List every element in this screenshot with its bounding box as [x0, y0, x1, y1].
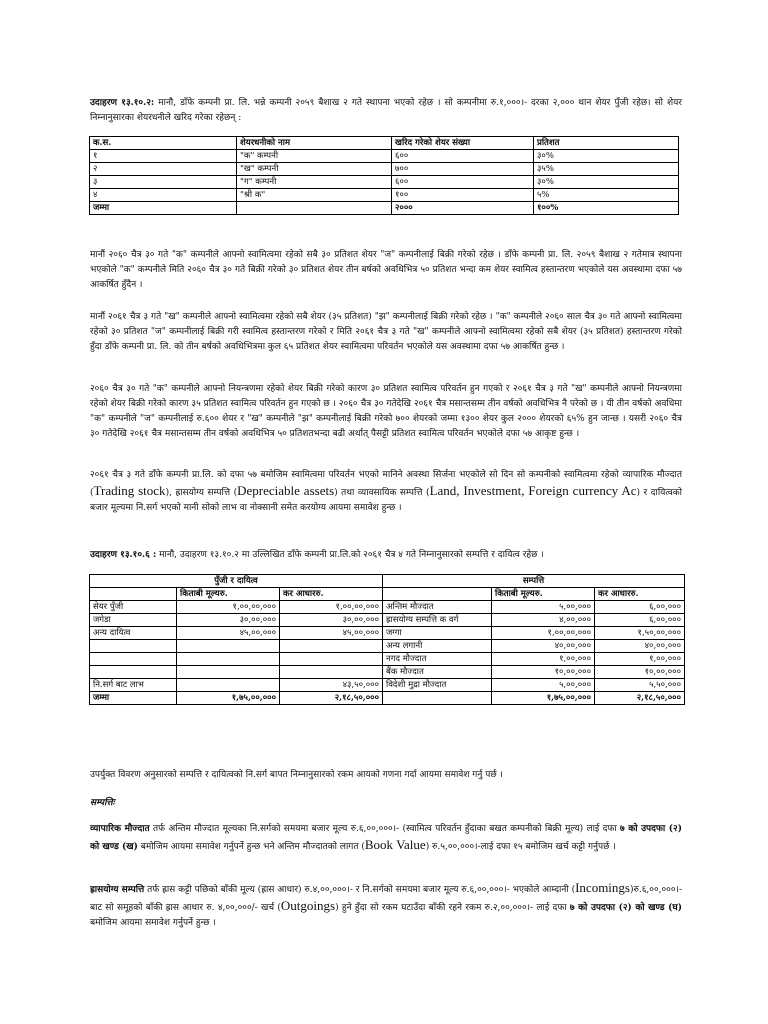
cell-total-asset-tax: २,१८,५०,००० — [595, 692, 685, 705]
cell-asset-book: १,००,००० — [492, 653, 595, 666]
table-row — [90, 679, 685, 692]
cell-asset-book: ५,००,००० — [492, 601, 595, 614]
table-row — [90, 653, 685, 666]
para4-land-investment: Land, Investment, Foreign currency Ac — [429, 483, 637, 498]
para4-depreciable-assets: Depreciable assets — [237, 483, 335, 498]
table-row — [90, 189, 679, 202]
cell-liability-tax — [280, 640, 383, 653]
cell-percent: ५% — [534, 189, 679, 202]
cell-sn: २ — [90, 163, 237, 176]
cell-total-liability-book: १,७५,००,००० — [177, 692, 280, 705]
cell-liability-tax — [280, 653, 383, 666]
table-total-row — [90, 202, 679, 215]
col-header-tax-base-right: कर आधाररु. — [595, 588, 685, 601]
para4-text-g: ) र दायित्वको बजार मूल्यमा नि.सर्ग भएको मानी सोको लाभ वा नोक्सानी समेत करयोग्य आयमा समावेश हुन्छ । — [90, 488, 683, 513]
col-header-name: शेयरधनीको नाम — [237, 137, 392, 150]
table-row — [90, 627, 685, 640]
table-subheader-row — [90, 588, 685, 601]
table-row — [90, 666, 685, 679]
table-row — [90, 163, 679, 176]
cell-liability-book — [177, 666, 280, 679]
para6-text-b: तर्फ अन्तिम मौज्दात मूल्यका नि.सर्गको समयमा बजार मूल्य रु.६,००,०००।- (स्वामित्व परिवर्तन हुँदाका बखत कम्पनीको बिक्री मूल्य) लाई दफा — [149, 824, 621, 834]
cell-shares: ७०० — [392, 163, 534, 176]
para6-section-ref: ७ को उपदफा (२) को खण्ड (ख) — [90, 824, 682, 852]
cell-asset-book: १,००,००,००० — [492, 627, 595, 640]
cell-asset-item: जग्गा — [383, 627, 492, 640]
table-total-row — [90, 692, 685, 705]
cell-total-label: जम्मा — [90, 692, 177, 705]
cell-liability-item: नि.सर्ग बाट लाभ — [90, 679, 177, 692]
para4-trading-stock: Trading stock — [93, 483, 166, 498]
col-header-book-value-left: किताबी मूल्यरु. — [177, 588, 280, 601]
cell-asset-item: ह्रासयोग्य सम्पत्ति क वर्ग — [383, 614, 492, 627]
paragraph-4 — [90, 468, 682, 516]
cell-liability-item — [90, 653, 177, 666]
paragraph-2: मानौं २०६१ चैत्र ३ गते "ख" कम्पनीले आफ्नो स्वामित्वमा रहेको सबै शेयर (३५ प्रतिशत) "झ" कम्पनीलाई बिक्री गरेको रहेछ । "क" कम्पनीले २०६० साल चैत्र ३० गते आफ्नो स्वामित्वमा रहेको ३० प्रतिशत "ज" कम्पनीलाई बिक्री गरी स्वामित्व हस्तान्तरण गरेको र मिति २०६१ चैत्र ३ गते "ख" कम्पनीले आफ्नो स्वामित्वमा रहेको सबै शेयर (३५ प्रतिशत) हस्तान्तरण गरेको हुँदा डाँफे कम्पनी प्रा. लि. को तीन बर्षको अवधिभित्रमा कुल ६५ प्रतिशत शेयर स्वामित्वमा परिवर्तन भएकोले यस अवस्थामा दफा ५७ आकर्षित हुन्छ । — [90, 312, 682, 352]
example-1-text: मानौ, डाँफे कम्पनी प्रा. लि. भन्ने कम्पनी २०५९ बैशाख २ गते स्थापना भएको रहेछ । सो कम्पनीमा रु.१,०००।- दरका २,००० थान शेयर पुँजी रहेछ। सो शेयर निम्नानुसारका शेयरधनीले खरिद गरेका रहेछन् : — [90, 98, 682, 123]
cell-liability-book — [177, 653, 280, 666]
example-1-label: उदाहरण १३.१०.२: — [90, 98, 155, 108]
para7-text-d: )रु.६,००,०००।-बाट सो समूहको बाँकी ह्रास आधार रु. ४,००,०००/- खर्च ( — [90, 885, 682, 913]
para6-book-value: Book Value — [364, 837, 426, 852]
cell-liability-item: अन्य दायित्व — [90, 627, 177, 640]
paragraph-3: २०६० चैत्र ३० गते "क" कम्पनीले आफ्नो नियन्त्रणमा रहेको शेयर बिक्री गरेको कारण ३० प्रतिशत स्वामित्व परिवर्तन हुन गएको र २०६१ चैत्र ३ गते "ख" कम्पनीले आफ्नो नियन्त्रणमा रहेको शेयर बिक्री गरेको कारण ३५ प्रतिशत स्वामित्व परिवर्तन हुन गएको छ । २०६० चैत्र ३० गतेदेखि २०६१ चैत्र मसान्तसम्म तीन वर्षको अवधिभित्र नै परेको छ । यी तीन वर्षको अवधिमा "क" कम्पनीले "ज" कम्पनीलाई रु.६०० शेयर र "ख" कम्पनीले "झ" कम्पनीलाई बिक्री गरेको ७०० शेयरको जम्मा १३०० शेयर कुल २००० शेयरको ६५% हुन जान्छ । यसरी २०६० चैत्र ३० गतेदेखि २०६१ चैत्र मसान्तसम्म तीन वर्षको अवधिभित्र ५० प्रतिशतभन्दा बढी अर्थात् पैसट्टी प्रतिशत स्वामित्व परिवर्तन भएकोले दफा ५७ आकृष्ट हुन्छ । — [90, 384, 682, 439]
para7-outgoings: Outgoings — [280, 898, 336, 913]
cell-asset-tax: १,००,००० — [595, 653, 685, 666]
cell-liability-tax: ४३,५०,००० — [280, 679, 383, 692]
para4-text-a: २०६१ चैत्र ३ गते डाँफे कम्पनी प्रा.लि. को दफा ५७ बमोजिम स्वामित्वमा परिवर्तन भएको मानिने अवस्था सिर्जना भएकोले सो दिन सो कम्पनीको स्वामित्वमा रहेको व्यापारिक मौज्दात ( — [90, 470, 682, 498]
cell-total-asset-book: १,७५,००,००० — [492, 692, 595, 705]
cell-asset-book: ४,००,००० — [492, 614, 595, 627]
cell-asset-book: १०,००,००० — [492, 666, 595, 679]
para7-depreciable-label: ह्रासयोग्य सम्पत्ति — [90, 885, 145, 895]
cell-asset-tax: ६,००,००० — [595, 614, 685, 627]
paragraph-7 — [90, 880, 682, 931]
cell-asset-item: अन्य लगानी — [383, 640, 492, 653]
assets-heading: सम्पत्तिः — [90, 798, 115, 808]
cell-asset-tax: ५,५०,००० — [595, 679, 685, 692]
subheader-blank-right — [383, 588, 492, 601]
para7-section-ref: ७ को उपदफा (२) को खण्ड (घ) — [569, 903, 683, 913]
cell-asset-item: विदेशी मुद्रा मौज्दात — [383, 679, 492, 692]
shareholder-table — [89, 136, 679, 215]
cell-percent: ३०% — [534, 150, 679, 163]
table-group-header-row — [90, 575, 685, 588]
cell-asset-item: नगद मौज्दात — [383, 653, 492, 666]
cell-sn: ४ — [90, 189, 237, 202]
cell-liability-item — [90, 640, 177, 653]
cell-name: "श्री क" — [237, 189, 392, 202]
cell-liability-tax: ४५,००,००० — [280, 627, 383, 640]
cell-asset-item: अन्तिम मौज्दात — [383, 601, 492, 614]
cell-asset-tax: ४०,००,००० — [595, 640, 685, 653]
example-2-intro — [90, 548, 682, 563]
para7-incomings: Incomings — [575, 880, 630, 895]
col-header-tax-base-left: कर आधाररु. — [280, 588, 383, 601]
col-header-shares: खरिद गरेको शेयर संख्या — [392, 137, 534, 150]
cell-liability-book: ४५,००,००० — [177, 627, 280, 640]
cell-liability-item: जगेडा — [90, 614, 177, 627]
example-2-label: उदाहरण १३.१०.६ : — [90, 550, 157, 560]
cell-total-empty — [237, 202, 392, 215]
cell-shares: ६०० — [392, 150, 534, 163]
cell-asset-tax: ६,००,००० — [595, 601, 685, 614]
col-header-percent: प्रतिशत — [534, 137, 679, 150]
cell-total-blank — [383, 692, 492, 705]
group-header-liabilities: पुँजी र दायित्व — [90, 575, 383, 588]
cell-asset-book: ४०,००,००० — [492, 640, 595, 653]
cell-total-label: जम्मा — [90, 202, 237, 215]
cell-total-percent: १००% — [534, 202, 679, 215]
para7-text-h: बमोजिम आयमा समावेश गर्नुपर्ने हुन्छ । — [90, 918, 216, 928]
cell-sn: १ — [90, 150, 237, 163]
cell-shares: १०० — [392, 189, 534, 202]
cell-liability-book: १,००,००,००० — [177, 601, 280, 614]
paragraph-1: मानौं २०६० चैत्र ३० गते "क" कम्पनीले आफ्नो स्वामित्वमा रहेको सबै ३० प्रतिशत शेयर "ज" कम्पनीलाई बिक्री गरेको रहेछ । डाँफे कम्पनी प्रा. लि. २०५९ बैशाख २ गतेमात्र स्थापना भएकोले "क" कम्पनीले मिति २०६० चैत्र ३० गते बिक्री गरेको ३० प्रतिशत शेयर तीन बर्षको अवधिभित्र ५० प्रतिशत भन्दा कम शेयर स्वामित्व हस्तान्तरण भएकोले यस अवस्थामा दफा ५७ आकर्षित हुँदैन । — [90, 250, 682, 290]
col-header-book-value-right: किताबी मूल्यरु. — [492, 588, 595, 601]
paragraph-6 — [90, 822, 682, 855]
cell-total-shares: २००० — [392, 202, 534, 215]
para7-text-f: ) हुने हुँदा सो रकम घटाउँदा बाँकी रहने रकम रु.२,००,०००।- लाई दफा — [335, 903, 570, 913]
cell-total-liability-tax: २,१८,५०,००० — [280, 692, 383, 705]
example-2-text: मानौ, उदाहरण १३.१०.२ मा उल्लिखित डाँफे कम्पनी प्रा.लि.को २०६१ चैत्र ४ गते निम्नानुसारको सम्पत्ति र दायित्व रहेछ । — [156, 550, 544, 560]
table-header-row — [90, 137, 679, 150]
cell-percent: ३५% — [534, 163, 679, 176]
cell-asset-tax: १०,००,००० — [595, 666, 685, 679]
cell-asset-book: ५,००,००० — [492, 679, 595, 692]
balance-sheet-table — [89, 574, 685, 705]
para6-text-d: बमोजिम आयमा समावेश गर्नुपर्ने हुन्छ भने अन्तिम मौज्दातको लागत ( — [137, 842, 365, 852]
cell-liability-item — [90, 666, 177, 679]
cell-liability-tax: १,००,००,००० — [280, 601, 383, 614]
cell-liability-book: ३०,००,००० — [177, 614, 280, 627]
cell-percent: ३०% — [534, 176, 679, 189]
para6-text-f: ) रु.५,००,०००।-लाई दफा १५ बमोजिम खर्च कट्टी गर्नुपर्छ । — [425, 842, 616, 852]
cell-sn: ३ — [90, 176, 237, 189]
cell-asset-tax: १,५०,००,००० — [595, 627, 685, 640]
col-header-sn: क.स. — [90, 137, 237, 150]
cell-name: "ख" कम्पनी — [237, 163, 392, 176]
table-row — [90, 614, 685, 627]
table-row — [90, 640, 685, 653]
para4-text-c: ), ह्रासयोग्य सम्पत्ति ( — [165, 488, 238, 498]
group-header-assets: सम्पत्ति — [383, 575, 685, 588]
subheader-blank-left — [90, 588, 177, 601]
cell-liability-tax — [280, 666, 383, 679]
cell-liability-tax: ३०,००,००० — [280, 614, 383, 627]
cell-liability-book — [177, 679, 280, 692]
table-row — [90, 150, 679, 163]
cell-shares: ६०० — [392, 176, 534, 189]
table-row — [90, 176, 679, 189]
cell-liability-item: सेयर पुँजी — [90, 601, 177, 614]
example-1-intro — [90, 96, 682, 126]
table-row — [90, 601, 685, 614]
cell-name: "ग" कम्पनी — [237, 176, 392, 189]
paragraph-5: उपर्युक्त विवरण अनुसारको सम्पत्ति र दायित्वको नि.सर्ग बापत निम्नानुसारको रकम आयको गणना गर्दा आयमा समावेश गर्नु पर्छ । — [90, 770, 503, 780]
para7-text-b: तर्फ ह्रास कट्टी पछिको बाँकी मूल्य (ह्रास आधार) रु.४,००,०००।- र नि.सर्गको समयमा बजार मूल्य रु.६,००,०००।- भएकोले आम्दानी ( — [144, 885, 576, 895]
para4-text-e: ) तथा व्यावसायिक सम्पत्ति ( — [334, 488, 430, 498]
para6-trading-stock-label: व्यापारिक मौज्दात — [90, 824, 150, 834]
cell-liability-book — [177, 640, 280, 653]
cell-name: "क" कम्पनी — [237, 150, 392, 163]
cell-asset-item: बैंक मौज्दात — [383, 666, 492, 679]
